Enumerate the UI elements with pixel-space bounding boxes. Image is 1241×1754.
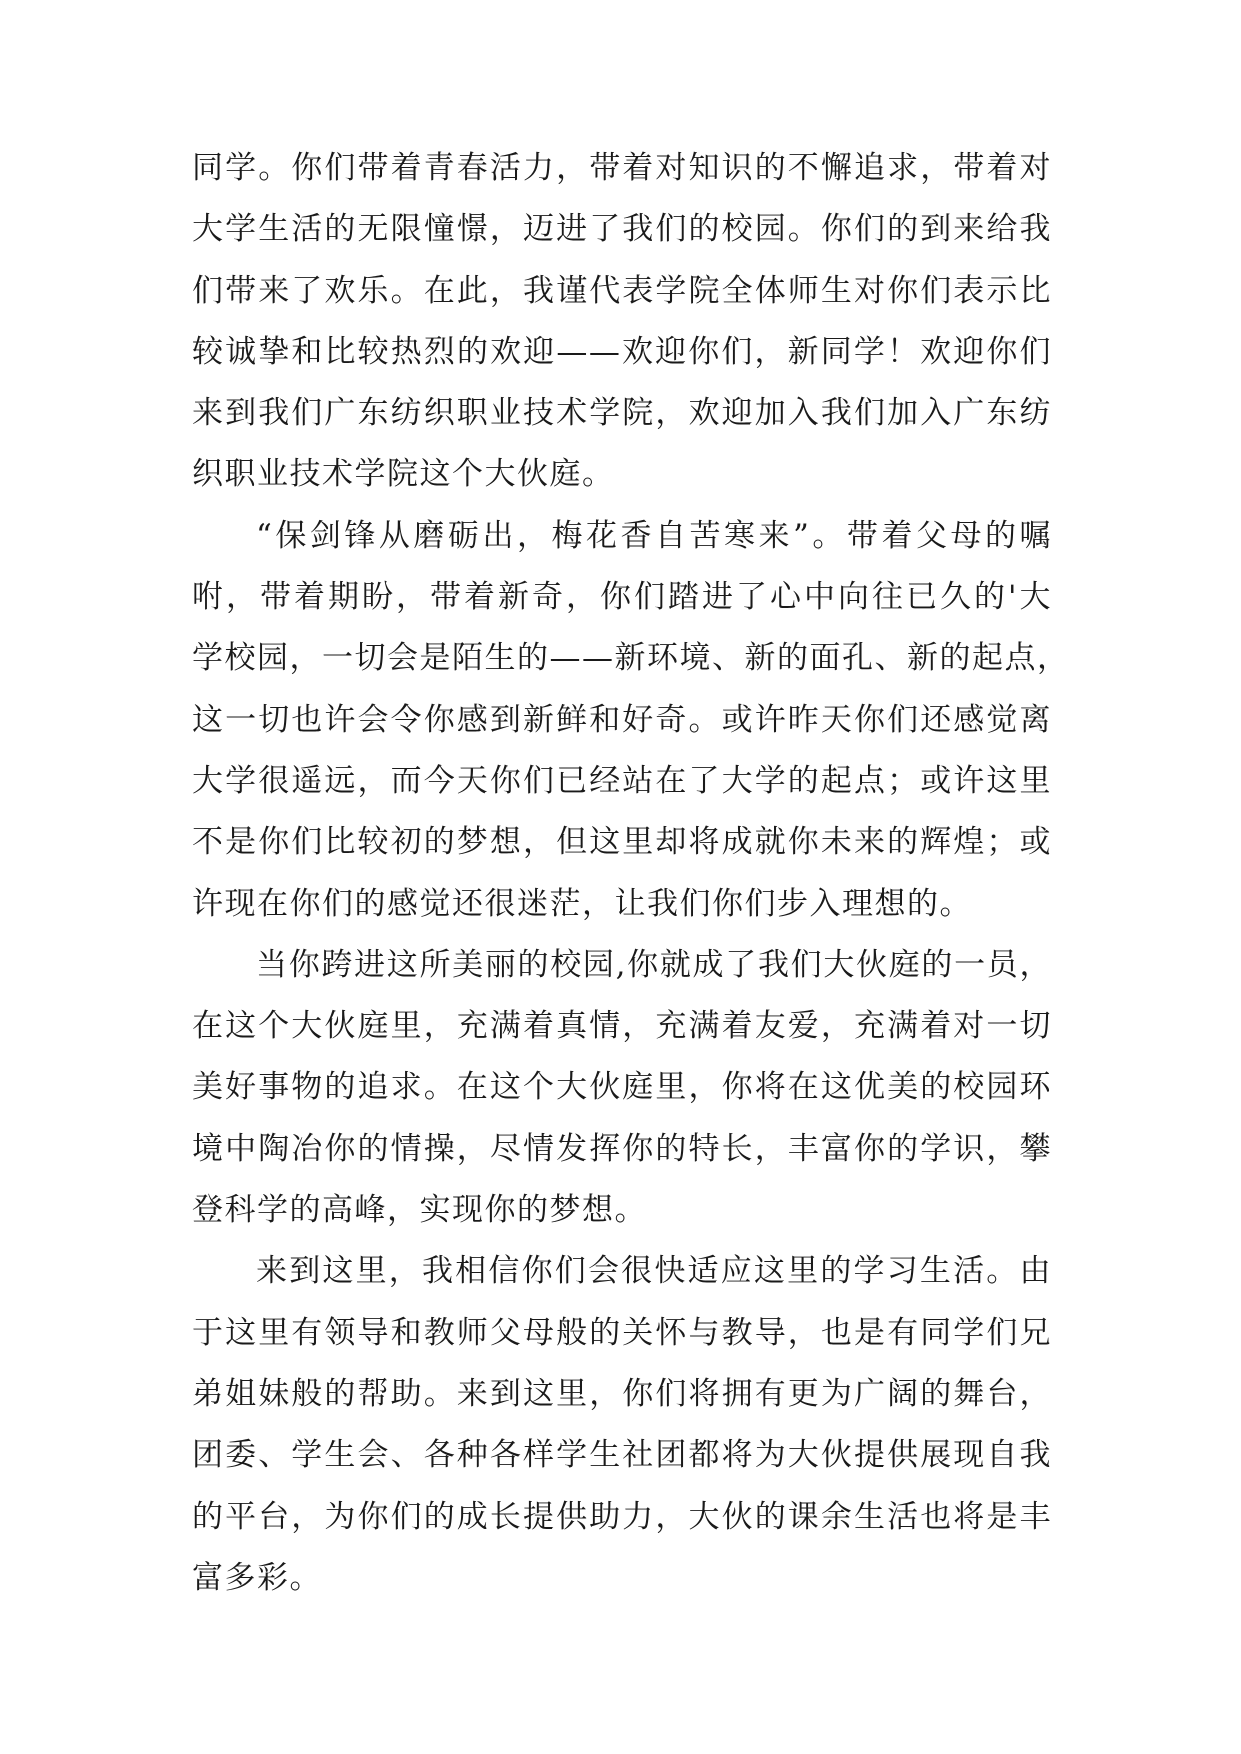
- text-line: 来到这里，我相信你们会很快适应这里的学习生活。由: [256, 1253, 1052, 1290]
- text-line: 团委、学生会、各种各样学生社团都将为大伙提供展现自我: [192, 1437, 1052, 1474]
- paragraph: [192, 935, 1052, 1241]
- text-line: 登科学的高峰，实现你的梦想。: [192, 1192, 647, 1229]
- text-line: 不是你们比较初的梦想，但这里却将成就你未来的辉煌；或: [192, 824, 1052, 861]
- document-body: [192, 138, 1070, 1609]
- paragraph: [192, 506, 1070, 935]
- text-line: 弟姐妹般的帮助。来到这里，你们将拥有更为广阔的舞台，: [192, 1375, 1052, 1412]
- text-line: 们带来了欢乐。在此，我谨代表学院全体师生对你们表示比: [192, 272, 1052, 309]
- text-line: 咐，带着期盼，带着新奇，你们踏进了心中向往已久的'大: [192, 579, 1052, 616]
- text-line: 许现在你们的感觉还很迷茫，让我们你们步入理想的。: [192, 885, 972, 922]
- text-line: 这一切也许会令你感到新鲜和好奇。或许昨天你们还感觉离: [192, 701, 1052, 738]
- text-line: 境中陶冶你的情操，尽情发挥你的特长，丰富你的学识，攀: [192, 1130, 1052, 1167]
- text-line: 织职业技术学院这个大伙庭。: [192, 456, 615, 493]
- text-line: 大学很遥远，而今天你们已经站在了大学的起点；或许这里: [192, 762, 1052, 799]
- paragraph: [192, 138, 1052, 506]
- text-line: 富多彩。: [192, 1559, 322, 1596]
- text-line: 较诚挚和比较热烈的欢迎——欢迎你们，新同学！欢迎你们: [192, 333, 1052, 370]
- text-line: 美好事物的追求。在这个大伙庭里，你将在这优美的校园环: [192, 1069, 1052, 1106]
- text-line: “保剑锋从磨砺出，梅花香自苦寒来”。带着父母的嘱: [256, 517, 1052, 554]
- text-line: 大学生活的无限憧憬，迈进了我们的校园。你们的到来给我: [192, 211, 1052, 248]
- text-line: 当你跨进这所美丽的校园,你就成了我们大伙庭的一员，: [256, 946, 1052, 983]
- text-line: 的平台，为你们的成长提供助力，大伙的课余生活也将是丰: [192, 1498, 1052, 1535]
- text-line: 同学。你们带着青春活力，带着对知识的不懈追求，带着对: [192, 150, 1052, 186]
- text-line: 学校园，一切会是陌生的——新环境、新的面孔、新的起点，: [192, 640, 1070, 677]
- paragraph: [192, 1241, 1052, 1609]
- text-line: 在这个大伙庭里，充满着真情，充满着友爱，充满着对一切: [192, 1008, 1052, 1045]
- text-line: 于这里有领导和教师父母般的关怀与教导，也是有同学们兄: [192, 1314, 1052, 1351]
- text-line: 来到我们广东纺织职业技术学院，欢迎加入我们加入广东纺: [192, 395, 1052, 432]
